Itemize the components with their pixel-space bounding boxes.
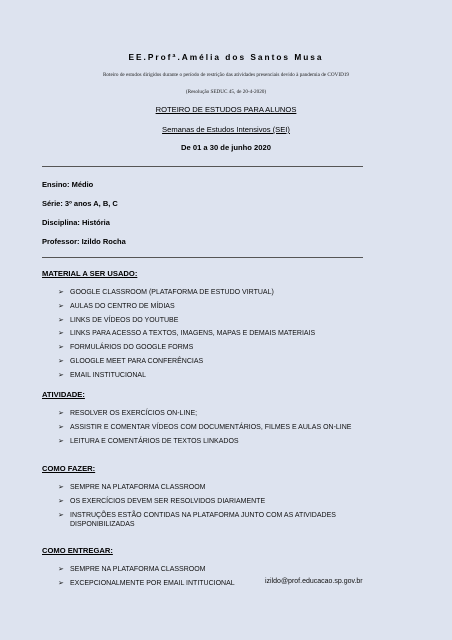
arrow-bullet-icon: ➢ (58, 497, 64, 505)
document-subtitle: Semanas de Estudos Intensivos (SEI) (162, 125, 290, 134)
arrow-bullet-icon: ➢ (58, 410, 64, 417)
intro-text: Roteiro de estudos dirigidos durante o período de restrição das atividades presenciais devido à pandemia de COVID19 (102, 72, 350, 78)
atividade-list (58, 409, 418, 450)
list-item: ➢ LINKS DE VÍDEOS DO YOUTUBE (58, 316, 179, 324)
arrow-bullet-icon: ➢ (58, 357, 64, 365)
list-item: ➢ SEMPRE NA PLATAFORMA CLASSROOM (58, 484, 206, 491)
list-item: ➢ OS EXERCÍCIOS DEVEM SER RESOLVIDOS DIARIAMENTE (58, 497, 266, 505)
divider-bottom (42, 257, 363, 258)
como-entregar-list (58, 565, 418, 593)
arrow-bullet-icon: ➢ (58, 316, 64, 324)
arrow-bullet-icon: ➢ (58, 566, 64, 573)
list-item: ➢ AULAS DO CENTRO DE MÍDIAS (58, 302, 175, 310)
field-disciplina: Disciplina: História (42, 218, 110, 227)
list-item: ➢ SEMPRE NA PLATAFORMA CLASSROOM (58, 566, 206, 573)
arrow-bullet-icon: ➢ (58, 484, 64, 491)
arrow-bullet-icon: ➢ (58, 330, 64, 338)
list-item: ➢ GOOGLE CLASSROOM (PLATAFORMA DE ESTUDO VIRTUAL) (58, 289, 274, 296)
material-list (58, 288, 418, 385)
contact-email: izildo@prof.educacao.sp.gov.br (265, 578, 363, 585)
list-item: ➢ RESOLVER OS EXERCÍCIOS ON-LINE; (58, 410, 198, 417)
list-item: ➢ ASSISTIR E COMENTAR VÍDEOS COM DOCUMENTÁRIOS, FILMES E AULAS ON-LINE (58, 423, 352, 431)
list-item: ➢ LINKS PARA ACESSO A TEXTOS, IMAGENS, MAPAS E DEMAIS MATERIAIS (58, 330, 316, 338)
section-como-fazer-heading: COMO FAZER: (42, 464, 96, 473)
list-item: ➢ INSTRUÇÕES ESTÃO CONTIDAS NA PLATAFORMA JUNTO COM AS ATIVIDADES DISPONIBILIZADAS (58, 511, 336, 528)
divider-top (42, 166, 363, 167)
list-item: ➢ EXCEPCIONALMENTE POR EMAIL INTITUCIONAL (58, 579, 235, 587)
como-fazer-list (58, 483, 418, 533)
list-item: ➢ FORMULÁRIOS DO GOOGLE FORMS (58, 344, 194, 352)
document-period: De 01 a 30 de junho 2020 (181, 143, 271, 152)
section-como-entregar-heading: COMO ENTREGAR: (42, 546, 113, 555)
field-serie: Série: 3º anos A, B, C (42, 199, 118, 208)
section-material-heading: MATERIAL A SER USADO: (42, 269, 138, 278)
arrow-bullet-icon: ➢ (58, 437, 64, 445)
arrow-bullet-icon: ➢ (58, 344, 64, 352)
list-item: ➢ LEITURA E COMENTÁRIOS DE TEXTOS LINKADOS (58, 437, 239, 445)
arrow-bullet-icon: ➢ (58, 302, 64, 310)
document-title: ROTEIRO DE ESTUDOS PARA ALUNOS (155, 105, 297, 114)
field-ensino: Ensino: Médio (42, 180, 94, 189)
section-atividade-heading: ATIVIDADE: (42, 390, 85, 399)
arrow-bullet-icon: ➢ (58, 511, 64, 519)
field-professor: Professor: Izildo Rocha (42, 237, 126, 246)
list-item: ➢ GLOOGLE MEET PARA CONFERÊNCIAS (58, 357, 204, 365)
arrow-bullet-icon: ➢ (58, 579, 64, 587)
arrow-bullet-icon: ➢ (58, 423, 64, 431)
arrow-bullet-icon: ➢ (58, 289, 64, 296)
resolution-text: (Resolução SEDUC 45, de 20-4-2020) (185, 89, 267, 95)
list-item: ➢ EMAIL INSTITUCIONAL (58, 371, 146, 379)
school-name: EE.Profª.Amélia dos Santos Musa (128, 52, 324, 62)
arrow-bullet-icon: ➢ (58, 371, 64, 379)
